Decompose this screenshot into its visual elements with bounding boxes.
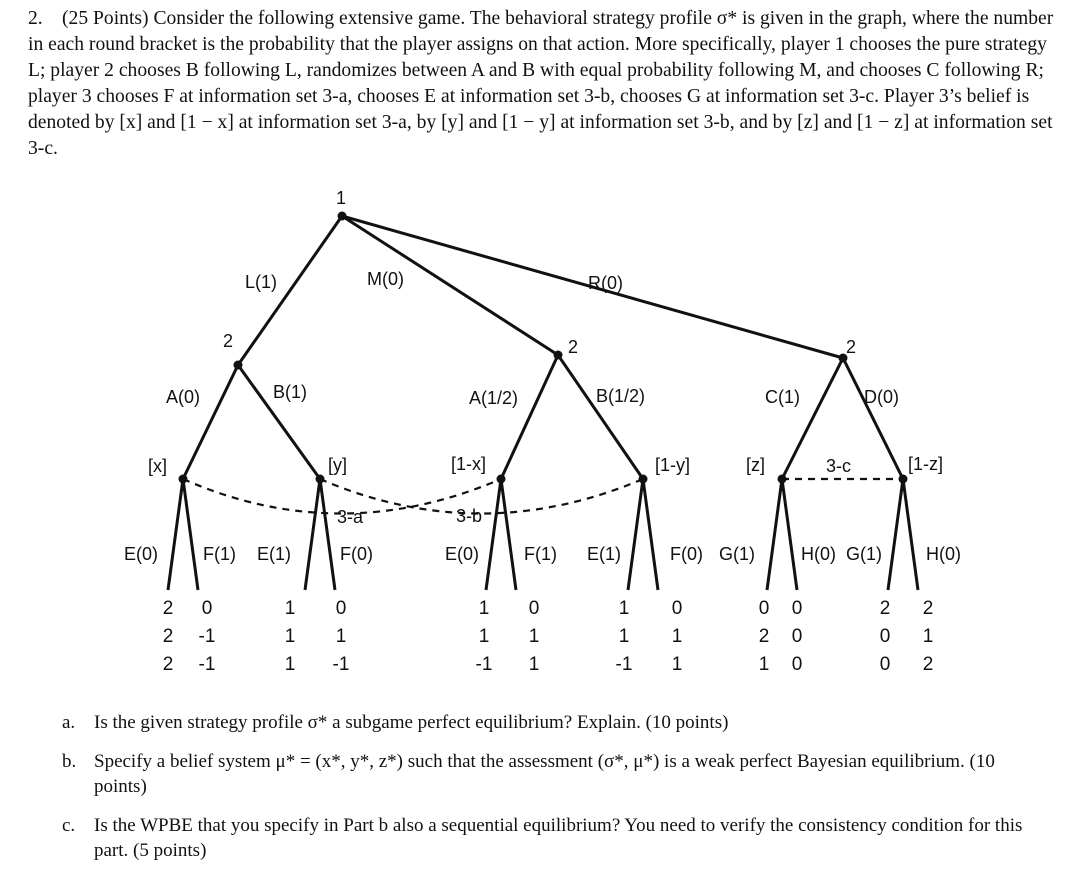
edge-A-mid: [501, 355, 558, 479]
question-text: Is the WPBE that you specify in Part b also a sequential equilibrium? You need to verify the consistency condition for this part. (5 points): [94, 815, 1023, 861]
problem-statement: [28, 6, 1068, 162]
question-text: Is the given strategy profile σ* a subgame perfect equilibrium? Explain. (10 points): [94, 712, 729, 733]
action-B-mid: B(1/2): [596, 386, 646, 406]
payoff-value: 2: [922, 654, 934, 675]
problem-text: (25 Points) Consider the following extensive game. The behavioral strategy profile σ* is given in the graph, where the number in each round bracket is the probability that the player assigns on that action. More specifically, player 1 chooses the pure strategy L; player 2 chooses B following L, randomizes between A and B with equal probability following M, and chooses C following R; player 3 chooses F at information set 3-a, chooses E at information set 3-b, chooses G at information set 3-c. Player 3’s belief is denoted by [x] and [1 − x] at information set 3-a, by [y] and [1 − y] at information set 3-b, and by [z] and [1 − z] at information set 3-c.: [28, 8, 1054, 159]
question-letter: a.: [62, 712, 76, 733]
action-F-1: F(1): [203, 544, 236, 564]
action-F-3: F(1): [524, 544, 557, 564]
edge-H-2: [903, 479, 918, 590]
player-1-label: 1: [336, 188, 347, 208]
question-a: [62, 710, 1052, 735]
action-B-left: B(1): [273, 382, 308, 402]
belief-1-y: [1-y]: [655, 455, 691, 475]
action-E-4: E(1): [587, 544, 622, 564]
edge-F-1: [183, 479, 198, 590]
action-E-2: E(1): [257, 544, 292, 564]
payoff-value: 2: [162, 598, 174, 619]
action-F-4: F(0): [670, 544, 703, 564]
info-set-3b-label: 3-b: [456, 506, 483, 526]
action-R: R(0): [588, 273, 623, 293]
node-p2-mid: [554, 351, 563, 360]
payoff-value: 2: [922, 598, 934, 619]
action-H-2: H(0): [926, 544, 961, 564]
edge-B-mid: [558, 355, 646, 479]
payoff-value: 1: [528, 626, 540, 647]
node-p3-4: [639, 475, 648, 484]
payoff-value: 1: [758, 654, 770, 675]
node-p3-1: [179, 475, 188, 484]
payoff-value: 0: [791, 654, 803, 675]
payoff-value: -1: [475, 654, 493, 675]
payoff-value: 2: [162, 654, 174, 675]
action-M: M(0): [367, 269, 404, 289]
question-letter: b.: [62, 751, 77, 772]
payoff-value: 0: [528, 598, 540, 619]
action-L: L(1): [245, 272, 278, 292]
question-text: Specify a belief system μ* = (x*, y*, z*) such that the assessment (σ*, μ*) is a weak perfect Bayesian equilibrium. (10 points): [94, 751, 995, 797]
edge-F-3: [501, 479, 516, 590]
node-p3-5: [778, 475, 787, 484]
action-G-1: G(1): [719, 544, 755, 564]
node-p3-6: [899, 475, 908, 484]
edge-D: [843, 358, 903, 479]
payoff-value: 0: [879, 626, 891, 647]
edge-F-2: [320, 479, 335, 590]
payoff-value: -1: [198, 654, 216, 675]
payoff-value: 0: [201, 598, 213, 619]
payoff-value: 0: [791, 626, 803, 647]
payoff-value: 2: [879, 598, 891, 619]
payoff-value: 1: [618, 626, 630, 647]
info-set-3a-label: 3-a: [337, 507, 364, 527]
node-p2-left: [234, 361, 243, 370]
belief-1-x: [1-x]: [451, 454, 487, 474]
payoff-value: 0: [879, 654, 891, 675]
payoff-value: 1: [478, 598, 490, 619]
action-E-1: E(0): [124, 544, 159, 564]
player-2-right-label: 2: [846, 337, 857, 357]
game-tree: [0, 170, 1080, 705]
payoff-value: 1: [284, 626, 296, 647]
action-H-1: H(0): [801, 544, 836, 564]
payoff-value: 1: [671, 626, 683, 647]
edge-F-4: [643, 479, 658, 590]
action-A-mid: A(1/2): [469, 388, 519, 408]
payoff-value: -1: [332, 654, 350, 675]
belief-z: [z]: [746, 455, 766, 475]
action-D: D(0): [864, 387, 899, 407]
payoff-value: 1: [284, 654, 296, 675]
edge-E-3: [486, 479, 501, 590]
payoff-value: 1: [618, 598, 630, 619]
payoff-value: 2: [162, 626, 174, 647]
node-root: [338, 212, 347, 221]
question-letter: c.: [62, 815, 76, 836]
problem-number: 2.: [28, 8, 43, 29]
payoff-value: 0: [758, 598, 770, 619]
edge-E-2: [305, 479, 320, 590]
action-E-3: E(0): [445, 544, 480, 564]
question-c: [62, 813, 1052, 863]
payoff-value: 1: [335, 626, 347, 647]
action-A-left: A(0): [166, 387, 201, 407]
payoff-value: 0: [671, 598, 683, 619]
node-p3-2: [316, 475, 325, 484]
edge-E-1: [168, 479, 183, 590]
action-F-2: F(0): [340, 544, 373, 564]
belief-y: [y]: [328, 455, 348, 475]
player-2-left-label: 2: [223, 331, 234, 351]
payoff-value: 1: [528, 654, 540, 675]
belief-1-z: [1-z]: [908, 454, 944, 474]
payoffs: [163, 598, 934, 675]
belief-x: [x]: [148, 456, 168, 476]
edge-G-2: [888, 479, 903, 590]
payoff-value: 2: [758, 626, 770, 647]
payoff-value: 1: [478, 626, 490, 647]
payoff-value: -1: [615, 654, 633, 675]
action-G-2: G(1): [846, 544, 882, 564]
player-2-mid-label: 2: [568, 337, 579, 357]
question-b: [62, 749, 1052, 799]
node-p3-3: [497, 475, 506, 484]
edge-E-4: [628, 479, 643, 590]
payoff-value: 0: [791, 598, 803, 619]
edge-H-1: [782, 479, 797, 590]
payoff-value: 0: [335, 598, 347, 619]
edge-G-1: [767, 479, 782, 590]
payoff-value: 1: [922, 626, 934, 647]
tree-edges: [168, 216, 918, 590]
info-set-3c-label: 3-c: [826, 456, 852, 476]
payoff-value: -1: [198, 626, 216, 647]
questions: [62, 710, 1052, 877]
payoff-value: 1: [284, 598, 296, 619]
payoff-value: 1: [671, 654, 683, 675]
action-C: C(1): [765, 387, 800, 407]
info-set-lines: [183, 479, 903, 514]
tree-nodes: [179, 212, 908, 484]
edge-A-left: [183, 365, 238, 479]
